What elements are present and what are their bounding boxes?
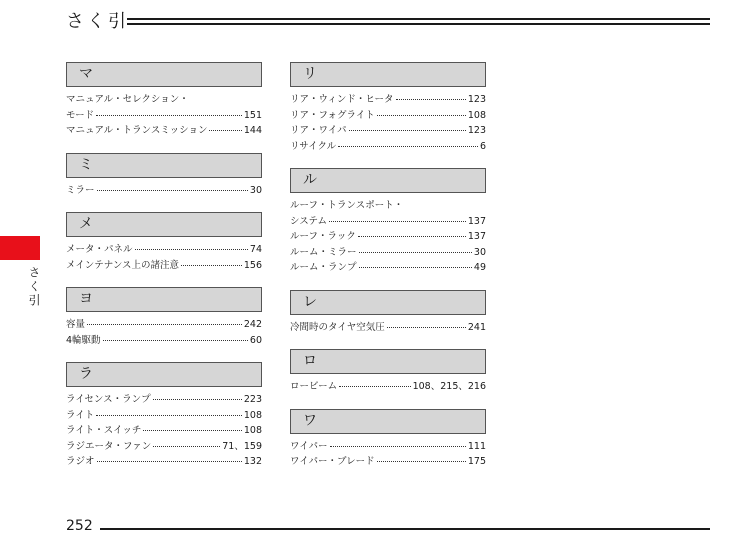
side-index-tab xyxy=(0,236,40,260)
entry-term: リサイクル xyxy=(290,140,337,152)
entry-page-ref: 175 xyxy=(467,456,486,467)
entry-page-ref: 71、159 xyxy=(222,440,262,452)
index-section xyxy=(66,62,262,139)
section-kana-heading: ラ xyxy=(66,362,262,387)
dot-leader xyxy=(153,445,220,447)
section-kana-heading: ミ xyxy=(66,153,262,178)
dot-leader xyxy=(135,248,248,250)
entry-term: マニュアル・セレクション・ xyxy=(66,94,189,105)
dot-leader xyxy=(97,189,248,191)
index-section xyxy=(290,168,486,276)
index-section xyxy=(290,349,486,395)
section-kana-heading: ヨ xyxy=(66,287,262,312)
index-entry xyxy=(66,92,262,108)
left-index-column xyxy=(66,62,262,484)
index-entry xyxy=(66,408,262,424)
entry-page-ref: 144 xyxy=(243,125,262,136)
index-entry xyxy=(290,198,486,214)
section-kana-heading: ワ xyxy=(290,409,486,434)
index-section xyxy=(66,287,262,348)
entry-page-ref: 30 xyxy=(249,184,262,196)
entry-term: ライセンス・ランプ xyxy=(66,394,151,405)
section-kana-heading: マ xyxy=(66,62,262,87)
entry-page-ref: 74 xyxy=(249,244,262,255)
entry-term: リア・フォグライト xyxy=(290,109,375,121)
entry-page-ref: 151 xyxy=(243,109,262,121)
dot-leader xyxy=(377,460,466,462)
entry-term: マニュアル・トランスミッション xyxy=(66,125,208,136)
index-section xyxy=(66,212,262,273)
entry-term: 冷間時のタイヤ空気圧 xyxy=(290,321,385,333)
index-entry xyxy=(66,242,262,258)
entry-page-ref: 108 xyxy=(243,409,262,421)
dot-leader xyxy=(209,129,241,131)
index-entry xyxy=(290,454,486,470)
index-section xyxy=(290,290,486,336)
index-entry xyxy=(290,260,486,276)
entry-term: ラジオ xyxy=(66,456,95,467)
index-entry xyxy=(66,317,262,333)
entry-page-ref: 108 xyxy=(243,425,262,436)
index-entry xyxy=(66,392,262,408)
entry-term: ワイパー xyxy=(290,440,328,452)
entry-page-ref: 49 xyxy=(473,262,486,273)
index-entry xyxy=(290,439,486,455)
dot-leader xyxy=(349,129,466,131)
entry-term: ライト xyxy=(66,409,95,421)
index-entry xyxy=(66,454,262,470)
dot-leader xyxy=(339,385,410,387)
entry-page-ref: 223 xyxy=(243,394,262,405)
index-section xyxy=(66,362,262,470)
entry-page-ref: 242 xyxy=(243,319,262,330)
entry-term: リア・ウィンド・ヒータ xyxy=(290,94,394,105)
dot-leader xyxy=(97,460,242,462)
side-tab-label: さく引 xyxy=(27,266,41,308)
entry-term: ライト・スイッチ xyxy=(66,425,142,436)
dot-leader xyxy=(359,266,472,268)
section-kana-heading: ル xyxy=(290,168,486,193)
entry-term: ロービーム xyxy=(290,381,338,392)
section-kana-heading: メ xyxy=(66,212,262,237)
index-entry xyxy=(290,320,486,336)
index-entry xyxy=(290,214,486,230)
entry-term: 4輪駆動 xyxy=(66,334,101,346)
entry-term: リア・ワイパ xyxy=(290,125,347,136)
entry-page-ref: 60 xyxy=(249,334,262,346)
dot-leader xyxy=(387,326,466,328)
entry-term: ワイパー・ブレード xyxy=(290,456,375,467)
index-entry xyxy=(290,139,486,155)
entry-term: モード xyxy=(66,109,95,121)
index-entry xyxy=(66,423,262,439)
dot-leader xyxy=(358,235,466,237)
entry-term: メータ・パネル xyxy=(66,244,133,255)
dot-leader xyxy=(329,220,466,222)
index-entry xyxy=(290,108,486,124)
entry-page-ref: 108、215、216 xyxy=(412,381,486,392)
entry-page-ref: 123 xyxy=(467,125,486,136)
section-kana-heading: リ xyxy=(290,62,486,87)
page-title: さく引 xyxy=(66,11,129,32)
section-kana-heading: ロ xyxy=(290,349,486,374)
entry-term: ルーム・ミラー xyxy=(290,246,357,258)
entry-term: システム xyxy=(290,215,328,227)
section-kana-heading: レ xyxy=(290,290,486,315)
dot-leader xyxy=(96,114,242,116)
entry-term: 容量 xyxy=(66,319,86,330)
dot-leader xyxy=(338,145,478,147)
footer-rule xyxy=(100,528,710,530)
index-section xyxy=(66,153,262,199)
index-entry xyxy=(66,439,262,455)
entry-page-ref: 108 xyxy=(467,109,486,121)
entry-page-ref: 241 xyxy=(467,321,486,333)
entry-term: ラジエータ・ファン xyxy=(66,440,152,452)
dot-leader xyxy=(377,114,466,116)
index-entry xyxy=(66,333,262,349)
dot-leader xyxy=(87,323,242,325)
entry-page-ref: 132 xyxy=(243,456,262,467)
dot-leader xyxy=(359,251,472,253)
index-entry xyxy=(66,108,262,124)
header-double-rule xyxy=(127,18,710,25)
page-number: 252 xyxy=(66,518,93,534)
dot-leader xyxy=(153,398,242,400)
entry-page-ref: 137 xyxy=(467,215,486,227)
entry-term: ルーム・ランプ xyxy=(290,262,357,273)
index-entry xyxy=(66,258,262,274)
entry-page-ref: 30 xyxy=(473,246,486,258)
entry-page-ref: 123 xyxy=(467,94,486,105)
index-entry xyxy=(290,92,486,108)
right-index-column xyxy=(290,62,486,484)
dot-leader xyxy=(143,429,242,431)
entry-page-ref: 6 xyxy=(479,140,486,152)
dot-leader xyxy=(396,98,466,100)
entry-term: ルーフ・ラック xyxy=(290,231,356,242)
entry-term: ミラー xyxy=(66,184,95,196)
index-entry xyxy=(290,229,486,245)
dot-leader xyxy=(330,445,466,447)
dot-leader xyxy=(96,414,242,416)
index-entry xyxy=(290,123,486,139)
entry-page-ref: 137 xyxy=(467,231,486,242)
entry-page-ref: 156 xyxy=(243,259,262,271)
index-entry xyxy=(290,245,486,261)
index-section xyxy=(290,409,486,470)
entry-term: ルーフ・トランスポート・ xyxy=(290,200,404,211)
index-section xyxy=(290,62,486,154)
index-entry xyxy=(66,183,262,199)
dot-leader xyxy=(103,339,248,341)
entry-term: メインテナンス上の諸注意 xyxy=(66,259,180,271)
index-entry xyxy=(290,379,486,395)
index-entry xyxy=(66,123,262,139)
entry-page-ref: 111 xyxy=(467,440,486,452)
dot-leader xyxy=(181,264,242,266)
